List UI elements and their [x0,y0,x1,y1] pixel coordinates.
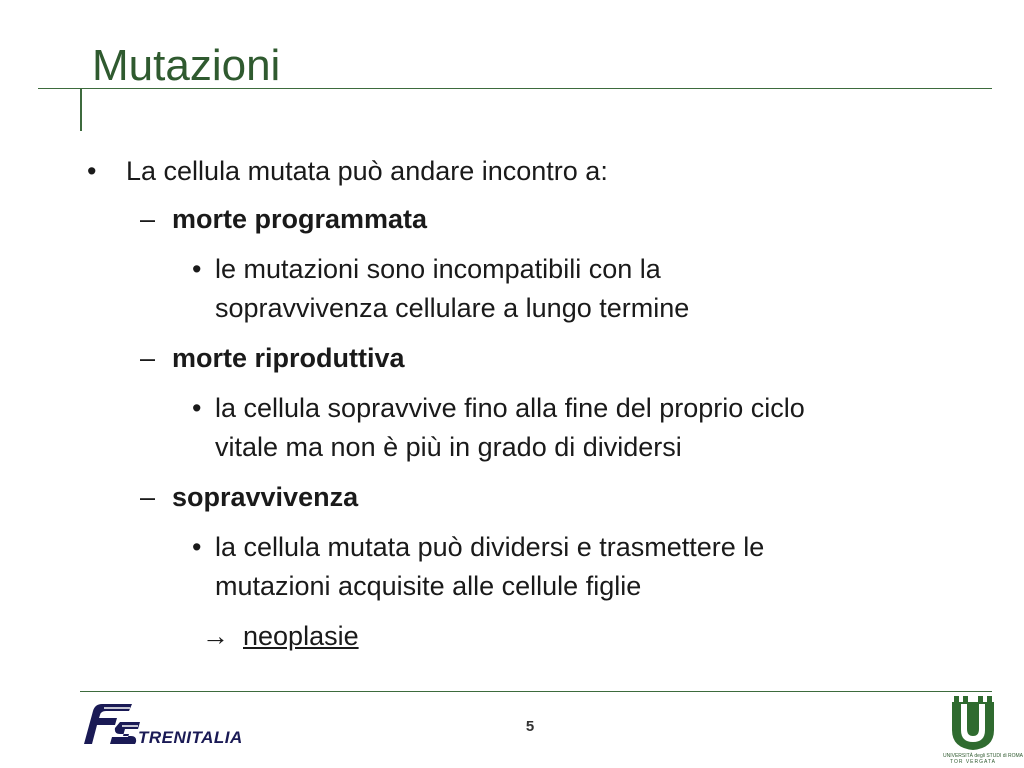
page-number: 5 [525,718,535,735]
dash-marker: – [140,204,156,234]
detail-text: mutazioni acquisite alle cellule figlie [215,571,642,601]
title-vertical-rule [80,88,82,131]
arrow-icon: → [202,621,229,651]
title-underline [38,88,992,89]
university-logo-text: TOR VERGATA [949,759,996,765]
sub-bullet-marker: • [192,254,202,284]
heading-morte-programmata: morte programmata [172,204,428,234]
sub-bullet-marker: • [192,393,202,423]
trenitalia-logo [84,700,264,750]
detail-text: la cellula sopravvive fino alla fine del proprio ciclo [215,393,805,423]
footer-rule [80,691,992,692]
trenitalia-mark-icon [84,700,144,748]
conclusion-neoplasie: neoplasie [243,621,359,651]
intro-text: La cellula mutata può andare incontro a: [126,156,608,186]
detail-text: la cellula mutata può dividersi e trasmettere le [215,532,765,562]
dash-marker: – [140,343,156,373]
dash-marker: – [140,482,156,512]
university-logo [943,694,1024,765]
trenitalia-wordmark: TRENITALIA [138,728,243,747]
tor-vergata-tower-icon [948,694,998,752]
detail-text: sopravvivenza cellulare a lungo termine [215,293,690,323]
detail-text: vitale ma non è più in grado di dividersi [215,432,682,462]
slide-title: Mutazioni [92,41,281,90]
heading-morte-riproduttiva: morte riproduttiva [172,343,405,373]
detail-text: le mutazioni sono incompatibili con la [215,254,661,284]
bullet-marker: • [87,156,97,186]
heading-sopravvivenza: sopravvivenza [172,482,359,512]
university-logo-text: UNIVERSITÀ degli STUDI di ROMA [943,753,1024,759]
sub-bullet-marker: • [192,532,202,562]
